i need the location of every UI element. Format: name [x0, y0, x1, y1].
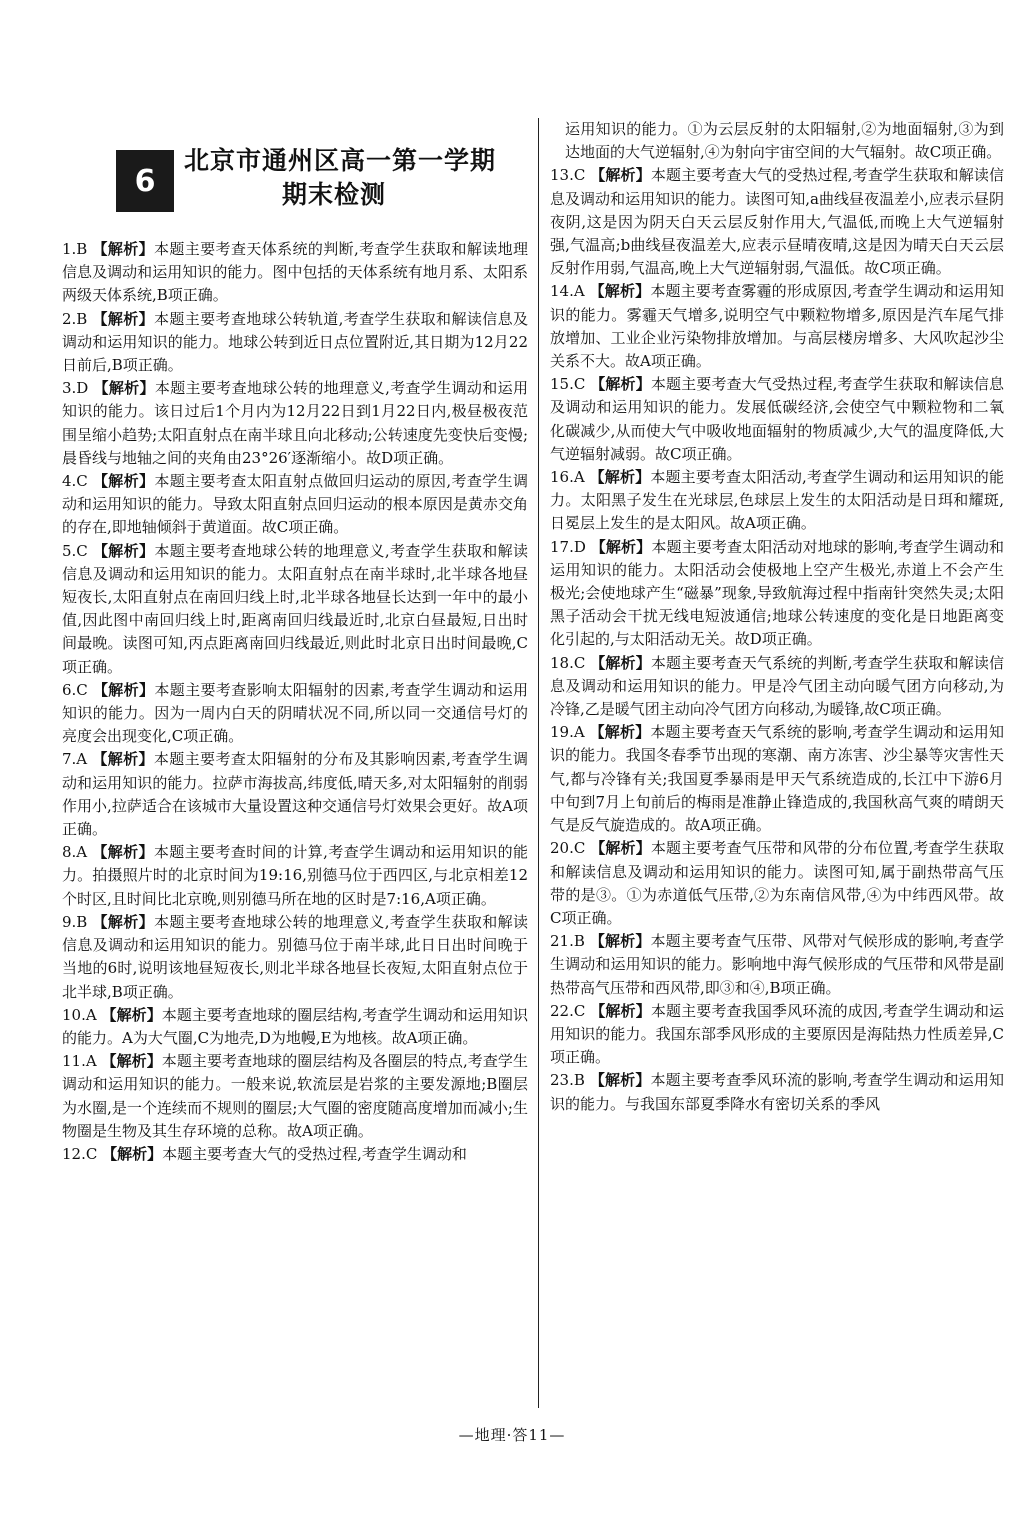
- analysis-tag: 【解析】: [590, 653, 651, 672]
- analysis-tag: 【解析】: [92, 912, 155, 931]
- answer-number: 16.A: [550, 468, 585, 487]
- analysis-text: 本题主要考查地球公转的地理意义,考查学生获取和解读信息及调动和运用知识的能力。太阳直射点在南半球时,北半球各地昼短夜长,太阳直射点在南回归线上时,北半球各地昼长达到一年中的最小值,因此图中南回归线上时,距离南回归线最近时,北京白昼最短,日出时间最晚。读图可知,丙点距离南回归线最近,则此时北京日出时间最晚,C项正确。: [62, 541, 528, 676]
- analysis-text: 本题主要考查大气的受热过程,考查学生获取和解读信息及调动和运用知识的能力。读图可知,a曲线昼夜温差小,应表示昼阴夜阴,这是因为阴天白天云层反射作用大,气温低,而晚上大气逆辐射强,气温高;b曲线昼夜温差大,应表示昼晴夜晴,这是因为晴天白天云层反射作用弱,气温高,晚上大气逆辐射弱,气温低。故C项正确。: [550, 166, 1004, 278]
- answer-item: [550, 373, 1004, 466]
- answer-number: 20.C: [550, 839, 586, 858]
- answer-item: [550, 1069, 1004, 1115]
- analysis-text: 本题主要考查气压带和风带的分布位置,考查学生获取和解读信息及调动和运用知识的能力。读图可知,属于副热带高气压带的是③。①为赤道低气压带,②为东南信风带,④为中纬西风带。故C项正确。: [550, 839, 1004, 927]
- answer-number: 6.C: [62, 680, 88, 699]
- analysis-text: 本题主要考查太阳辐射的分布及其影响因素,考查学生调动和运用知识的能力。拉萨市海拔高,纬度低,晴天多,对太阳辐射的削弱作用小,拉萨适合在该城市大量设置这种交通信号灯效果会更好。故A项正确。: [62, 750, 528, 839]
- analysis-tag: 【解析】: [589, 723, 651, 742]
- right-column: [550, 118, 1004, 1116]
- analysis-tag: 【解析】: [92, 750, 154, 769]
- left-column: [62, 118, 528, 1166]
- analysis-tag: 【解析】: [92, 541, 155, 560]
- title-line-1: 北京市通州区高一第一学期: [184, 146, 497, 175]
- left-answer-list: [62, 238, 528, 1166]
- analysis-tag: 【解析】: [589, 1071, 651, 1090]
- answer-item: [550, 536, 1004, 652]
- answer-number: 9.B: [62, 912, 88, 931]
- analysis-text: 本题主要考查大气的受热过程,考查学生调动和: [162, 1144, 467, 1163]
- answer-item: [62, 377, 528, 470]
- answer-item: [550, 837, 1004, 930]
- analysis-text: 本题主要考查地球公转轨道,考查学生获取和解读信息及调动和运用知识的能力。地球公转到近日点位置附近,其日期为12月22日前后,B项正确。: [62, 309, 528, 375]
- analysis-tag: 【解析】: [590, 1001, 651, 1020]
- analysis-tag: 【解析】: [92, 309, 155, 328]
- analysis-tag: 【解析】: [589, 282, 651, 301]
- analysis-tag: 【解析】: [92, 843, 154, 862]
- answer-item: [550, 280, 1004, 373]
- analysis-tag: 【解析】: [92, 680, 155, 699]
- answer-number: 3.D: [62, 379, 89, 398]
- answer-number: 13.C: [550, 166, 586, 185]
- answer-number: 22.C: [550, 1001, 586, 1020]
- answer-number: 8.A: [62, 843, 88, 862]
- answer-item: [550, 164, 1004, 280]
- answer-number: 11.A: [62, 1052, 97, 1071]
- answer-number: 1.B: [62, 240, 88, 258]
- analysis-text: 本题主要考查天气系统的判断,考查学生获取和解读信息及调动和运用知识的能力。甲是冷气团主动向暖气团方向移动,为冷锋,乙是暖气团主动向冷气团方向移动,为暖锋,故C项正确。: [550, 653, 1004, 719]
- analysis-text: 本题主要考查太阳活动,考查学生调动和运用知识的能力。太阳黑子发生在光球层,色球层上发生的太阳活动是日珥和耀斑,日冕层上发生的是太阳风。故A项正确。: [550, 468, 1004, 533]
- answer-item: [62, 540, 528, 679]
- analysis-text: 本题主要考查天气系统的影响,考查学生调动和运用知识的能力。我国冬春季节出现的寒潮、南方冻害、沙尘暴等灾害性天气,都与冷锋有关;我国夏季暴雨是甲天气系统造成的,长江中下游6月中旬到7月上旬前后的梅雨是准静止锋造成的,我国秋高气爽的晴朗天气是反气旋造成的。故A项正确。: [550, 723, 1004, 835]
- right-answer-list: [550, 164, 1004, 1115]
- section-header: [102, 118, 528, 238]
- section-title: [184, 144, 524, 212]
- answer-item: [62, 1050, 528, 1143]
- answer-number: 12.C: [62, 1144, 98, 1163]
- answer-item: [550, 1000, 1004, 1070]
- analysis-text: 本题主要考查时间的计算,考查学生调动和运用知识的能力。拍摄照片时的北京时间为19:16,别德马位于西四区,与北京相差12个时区,且时间比北京晚,则别德马所在地的区时是7:16,A项正确。: [62, 843, 528, 908]
- analysis-text: 本题主要考查气压带、风带对气候形成的影响,考查学生调动和运用知识的能力。影响地中海气候形成的气压带和风带是副热带高气压带和西风带,即③和④,B项正确。: [550, 932, 1004, 997]
- answer-item: [62, 470, 528, 540]
- answer-item: [550, 652, 1004, 722]
- answer-item: [62, 308, 528, 378]
- column-divider: [538, 118, 539, 1408]
- answer-number: 4.C: [62, 472, 88, 491]
- analysis-tag: 【解析】: [93, 379, 155, 398]
- section-number-badge: 6: [116, 150, 174, 212]
- page-footer: —地理·答11—: [458, 1426, 566, 1444]
- analysis-tag: 【解析】: [590, 375, 651, 394]
- continuation-text: 运用知识的能力。①为云层反射的太阳辐射,②为地面辐射,③为到达地面的大气逆辐射,④为射向宇宙空间的大气辐射。故C项正确。: [565, 120, 1004, 162]
- analysis-text: 本题主要考查太阳活动对地球的影响,考查学生调动和运用知识的能力。太阳活动会使极地上空产生极光,赤道上不会产生极光;会使地球产生“磁暴”现象,导致航海过程中指南针突然失灵;太阳黑子活动会干扰无线电短波通信;地球公转速度的变化是日地距离变化引起的,与太阳活动无关。故D项正确。: [550, 537, 1004, 649]
- analysis-text: 本题主要考查我国季风环流的成因,考查学生调动和运用知识的能力。我国东部季风形成的主要原因是海陆热力性质差异,C项正确。: [550, 1001, 1004, 1067]
- analysis-tag: 【解析】: [590, 839, 651, 858]
- answer-number: 7.A: [62, 750, 88, 769]
- answer-item: [62, 1143, 528, 1166]
- answer-item: [62, 841, 528, 911]
- answer-number: 5.C: [62, 541, 88, 560]
- analysis-tag: 【解析】: [590, 537, 652, 556]
- answer-number: 23.B: [550, 1071, 585, 1090]
- answer-item: [62, 238, 528, 308]
- analysis-text: 本题主要考查地球公转的地理意义,考查学生调动和运用知识的能力。该日过后1个月内为12月22日到1月22日内,极昼极夜范围呈缩小趋势;太阳直射点在南半球且向北移动;公转速度先变快后变慢;晨昏线与地轴之间的夹角由23°26′逐渐缩小。故D项正确。: [62, 379, 528, 467]
- answer-item: [550, 930, 1004, 1000]
- analysis-text: 本题主要考查地球的圈层结构,考查学生调动和运用知识的能力。A为大气圈,C为地壳,D为地幔,E为地核。故A项正确。: [62, 1005, 528, 1047]
- analysis-text: 本题主要考查天体系统的判断,考查学生获取和解读地理信息及调动和运用知识的能力。图中包括的天体系统有地月系、太阳系两级天体系统,B项正确。: [62, 240, 528, 305]
- answer-item: [62, 1004, 528, 1050]
- answer-number: 17.D: [550, 537, 586, 556]
- answer-number: 21.B: [550, 932, 585, 951]
- analysis-text: 本题主要考查地球的圈层结构及各圈层的特点,考查学生调动和运用知识的能力。一般来说,软流层是岩浆的主要发源地;B圈层为水圈,是一个连续而不规则的圈层;大气圈的密度随高度增加而减小;生物圈是生物及其生存环境的总称。故A项正确。: [62, 1052, 528, 1140]
- analysis-tag: 【解析】: [101, 1005, 162, 1024]
- answer-item: [550, 721, 1004, 837]
- analysis-tag: 【解析】: [590, 166, 651, 185]
- analysis-tag: 【解析】: [92, 240, 155, 258]
- analysis-text: 本题主要考查大气受热过程,考查学生获取和解读信息及调动和运用知识的能力。发展低碳经济,会使空气中颗粒物和二氧化碳减少,从而使大气中吸收地面辐射的物质减少,大气的温度降低,大气逆辐射减弱。故C项正确。: [550, 375, 1004, 463]
- answer-number: 14.A: [550, 282, 585, 301]
- analysis-tag: 【解析】: [101, 1052, 162, 1071]
- answer-number: 19.A: [550, 723, 585, 742]
- analysis-text: 本题主要考查雾霾的形成原因,考查学生调动和运用知识的能力。雾霾天气增多,说明空气中颗粒物增多,原因是汽车尾气排放增加、工业企业污染物排放增加。与高层楼房增多、大风吹起沙尘关系不大。故A项正确。: [550, 282, 1004, 371]
- answer-item: [550, 466, 1004, 536]
- analysis-text: 本题主要考查地球公转的地理意义,考查学生获取和解读信息及调动和运用知识的能力。别德马位于南半球,此日日出时间晚于当地的6时,说明该地昼短夜长,则北半球各地昼长夜短,太阳直射点位于北半球,B项正确。: [62, 912, 528, 1001]
- analysis-tag: 【解析】: [589, 932, 651, 951]
- answer-item: [62, 911, 528, 1004]
- analysis-tag: 【解析】: [589, 468, 651, 487]
- analysis-text: 本题主要考查太阳直射点做回归运动的原因,考查学生调动和运用知识的能力。导致太阳直射点回归运动的根本原因是黄赤交角的存在,即地轴倾斜于黄道面。故C项正确。: [62, 472, 528, 537]
- title-line-2: 期末检测: [281, 180, 386, 209]
- analysis-tag: 【解析】: [102, 1144, 163, 1163]
- analysis-tag: 【解析】: [92, 472, 155, 491]
- answer-number: 15.C: [550, 375, 586, 394]
- answer-item: [62, 679, 528, 749]
- answer-number: 10.A: [62, 1005, 97, 1024]
- answer-number: 2.B: [62, 309, 88, 328]
- analysis-text: 本题主要考查影响太阳辐射的因素,考查学生调动和运用知识的能力。因为一周内白天的阴晴状况不同,所以同一交通信号灯的亮度会出现变化,C项正确。: [62, 680, 528, 746]
- answer-item: [62, 748, 528, 841]
- answer-number: 18.C: [550, 653, 586, 672]
- analysis-text: 本题主要考查季风环流的影响,考查学生调动和运用知识的能力。与我国东部夏季降水有密切关系的季风: [550, 1071, 1004, 1113]
